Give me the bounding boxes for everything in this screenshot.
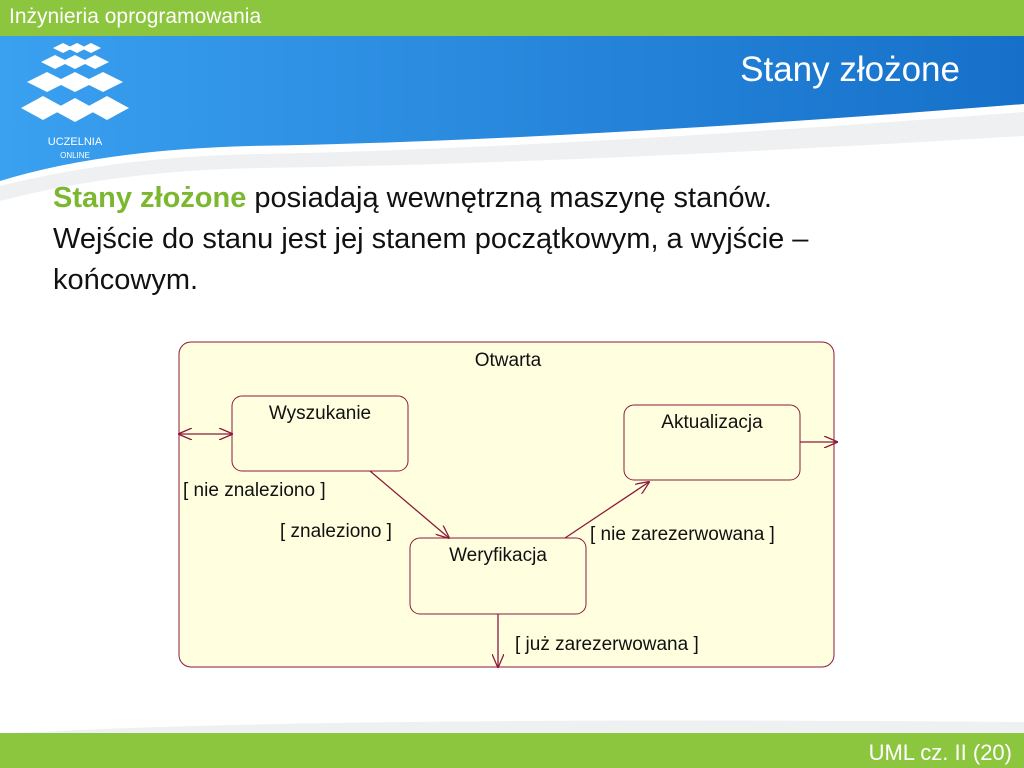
body-line-3: końcowym. (53, 264, 199, 296)
highlight-term: Stany złożone (53, 182, 247, 214)
composite-state-otwarta (179, 342, 834, 667)
guard-found: [ znaleziono ] (280, 521, 392, 542)
guard-not-reserved: [ nie zarezerwowana ] (590, 524, 775, 545)
body-line-2: Wejście do stanu jest jej stanem początkowym, a wyjście – (53, 223, 809, 255)
guard-already-reserved: [ już zarezerwowana ] (515, 634, 699, 655)
footer-label: UML cz. II (20) (868, 740, 1012, 765)
state-wyszukanie-label: Wyszukanie (268, 403, 372, 424)
footer-swoosh (0, 700, 1024, 734)
bottom-bar (0, 733, 1024, 768)
composite-state-label: Otwarta (474, 350, 542, 371)
guard-not-found: [ nie znaleziono ] (183, 480, 326, 501)
logo-text: UCZELNIA (47, 136, 103, 148)
state-aktualizacja-label: Aktualizacja (661, 412, 763, 433)
logo-subtext: ONLINE (60, 151, 90, 160)
body-line-1: posiadają wewnętrzną maszynę stanów. (246, 182, 772, 214)
slide-title: Stany złożone (740, 50, 960, 89)
course-title: Inżynieria oprogramowania (9, 5, 262, 28)
state-weryfikacja-label: Weryfikacja (449, 545, 547, 566)
